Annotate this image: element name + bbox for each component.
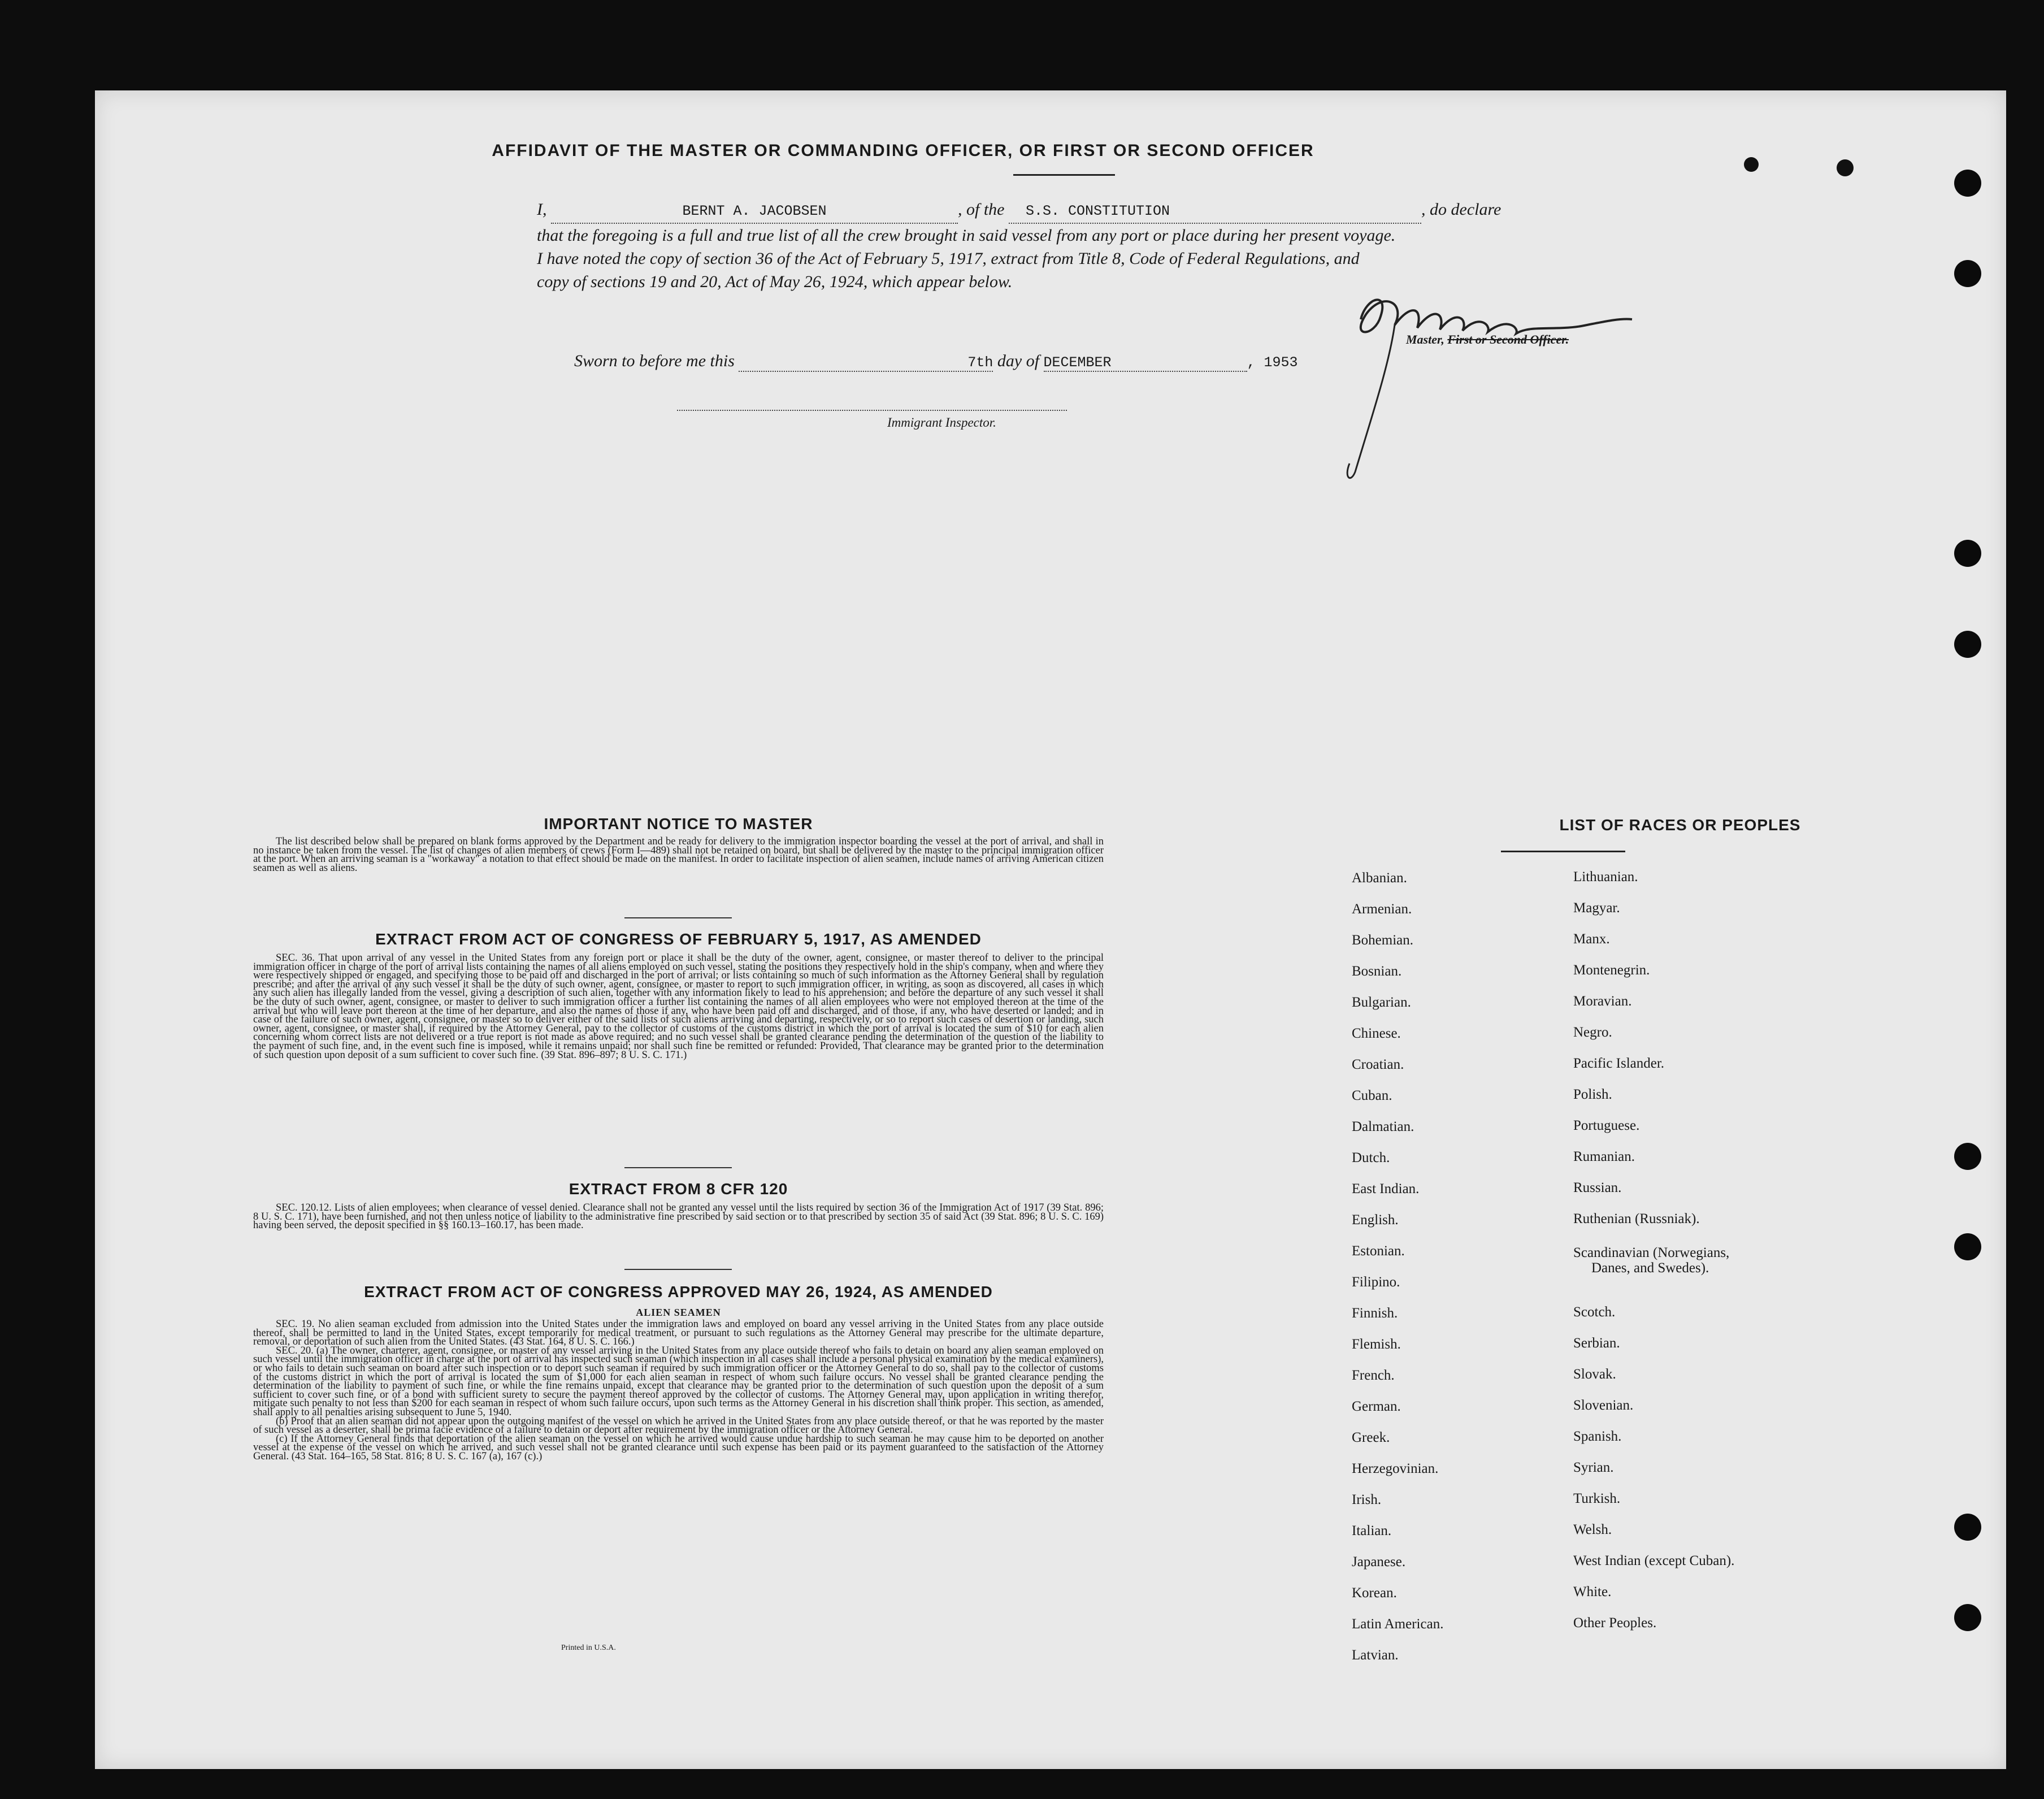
sec-20b-text: (b) Proof that an alien seaman did not appear upon the outgoing manifest of the vessel on which he arrived in the United States from any place outside thereof, or that he was reported by the master of such vessel as a deserter, shall be prima facie evidence of a failure to detain or deport after requirement by the immigration officer or the Attorney General. xyxy=(253,1415,1104,1436)
race-item: Ruthenian (Russniak). xyxy=(1573,1211,1700,1226)
race-item: French. xyxy=(1352,1368,1395,1383)
ink-spot xyxy=(1837,159,1854,176)
sec-19-text: SEC. 19. No alien seaman excluded from admission into the United States under the immigration laws and employed on board any vessel arriving in the United States from any place outside thereof, shall be permitted to land in the United States, except temporarily for medical treatment, or pursuant to such regulations as the Attorney General may prescribe for the ultimate departure, removal, or deportation of such alien from the United States. (43 Stat. 164, 8 U. S. C. 166.) xyxy=(253,1319,1104,1348)
vessel-field xyxy=(1009,198,1421,224)
race-item: Korean. xyxy=(1352,1585,1397,1601)
body-line-3: copy of sections 19 and 20, Act of May 26, 1924, which appear below. xyxy=(537,272,1013,291)
month-field xyxy=(1044,352,1247,372)
race-item: Irish. xyxy=(1352,1492,1382,1507)
of-the-label: , of the xyxy=(958,200,1005,219)
race-item: Bohemian. xyxy=(1352,933,1414,948)
race-item: West Indian (except Cuban). xyxy=(1573,1553,1735,1568)
punch-hole xyxy=(1954,1604,1981,1631)
race-item: Bosnian. xyxy=(1352,964,1402,979)
race-item: Scotch. xyxy=(1573,1304,1616,1320)
punch-hole xyxy=(1954,260,1981,287)
race-item: Japanese. xyxy=(1352,1554,1406,1570)
race-item: Manx. xyxy=(1573,931,1610,947)
race-item: Estonian. xyxy=(1352,1243,1405,1259)
race-item: Lithuanian. xyxy=(1573,869,1638,885)
race-item: Polish. xyxy=(1573,1087,1612,1102)
day-of-label: day of xyxy=(997,352,1040,370)
race-item: Slovak. xyxy=(1573,1367,1616,1382)
extract-1917-text: SEC. 36. That upon arrival of any vessel in the United States from any foreign port or place it shall be the duty of the owner, agent, consignee, or master thereof to deliver to the principal immigration officer in charge of the port of arrival lists containing the names of all aliens employed on such vessel, stating the positions they respectively hold in the ship's company, when and where they were respectively shipped or engaged, and specifying those to be paid off and discharged in the port of arrival; or lists containing so much of such information as the Attorney General shall by regulation prescribe; and after the arrival of any such vessel it shall be the duty of such owner, agent, consignee, or master to report to such immigration officer, in writing, as soon as discovered, all cases in which any such alien has illegally landed from the vessel, giving a description of such alien, together with any information likely to lead to his apprehension; and before the departure of any such vessel it shall be the duty of such owner, agent, consignee, or master to deliver to such immigration officer a further list containing the names of all alien employees who were not employed thereon at the time of the arrival but who will leave port thereon at the time of her departure, and also the names of those if any, who have been paid off and discharged, and of those, if any, who have deserted or landed; and in case of the failure of such owner, agent, consignee, or master so to deliver either of the said lists of such aliens arriving and departing, respectively, or so to report such cases of desertion or landing, such owner, agent, consignee, or master shall, if required by the Attorney General, pay to the collector of customs of the customs district in which the port of arrival is located the sum of $10 for each alien concerning whom correct lists are not delivered or a true report is not made as above required; and no such vessel shall be granted clearance pending the determination of the question of the liability to the payment of such fine, and, in the event such fine is imposed, while it remains unpaid; nor shall such fine be remitted or refunded: Provided, That clearance may be granted prior to the determination of such question upon deposit of a sum sufficient to cover such fine. (39 Stat. 896–897; 8 U. S. C. 171.) xyxy=(253,952,1104,1061)
day-field xyxy=(739,352,993,372)
race-item: Filipino. xyxy=(1352,1275,1400,1290)
race-item: Slovenian. xyxy=(1573,1398,1634,1413)
race-item: Turkish. xyxy=(1573,1491,1621,1506)
race-item: Albanian. xyxy=(1352,870,1407,886)
section-rule xyxy=(624,1269,732,1270)
race-item: Syrian. xyxy=(1573,1460,1614,1475)
race-item: Armenian. xyxy=(1352,901,1412,917)
master-name: BERNT A. JACOBSEN xyxy=(682,203,827,219)
punch-hole xyxy=(1954,1143,1981,1170)
form-page xyxy=(95,90,2006,1769)
race-item: Magyar. xyxy=(1573,900,1620,916)
ink-spot xyxy=(1744,157,1759,172)
race-item: Flemish. xyxy=(1352,1337,1401,1352)
race-item: Latin American. xyxy=(1352,1616,1444,1632)
alien-seamen-subheading: ALIEN SEAMEN xyxy=(636,1307,721,1318)
race-item: Montenegrin. xyxy=(1573,963,1650,978)
punch-hole xyxy=(1954,1514,1981,1541)
race-item: Pacific Islander. xyxy=(1573,1056,1665,1071)
race-item: Negro. xyxy=(1573,1025,1612,1040)
punch-hole xyxy=(1954,170,1981,197)
i-label: I, xyxy=(537,200,547,219)
races-rule xyxy=(1501,851,1625,852)
affidavit-body xyxy=(537,198,1695,293)
race-item: Chinese. xyxy=(1352,1026,1401,1041)
sworn-line xyxy=(574,352,1298,372)
extract-cfr-heading: EXTRACT FROM 8 CFR 120 xyxy=(568,1180,788,1198)
notice-text: The list described below shall be prepared on blank forms approved by the Department and be ready for delivery to the immigration inspector boarding the vessel at the port of arrival, and shall in no instance be taken from the vessel. The list of changes of alien members of crews (Form I—489) shall not be retained on board, but shall be delivered by the master to the principal immigration officer at the port. When an arriving seaman is a "workaway" a notation to that effect should be made on the manifest. In order to facilitate inspection of alien seamen, include names of arriving American citizen seamen as well as aliens. xyxy=(253,836,1104,874)
inspector-signature-line xyxy=(677,410,1067,411)
extract-1924-text xyxy=(253,1320,1104,1462)
sworn-label: Sworn to before me this xyxy=(574,352,735,370)
body-line-2: I have noted the copy of section 36 of the Act of February 5, 1917, extract from Title 8, Code of Federal Regulations, and xyxy=(537,249,1360,268)
vessel-name: S.S. CONSTITUTION xyxy=(1026,203,1170,219)
race-item: English. xyxy=(1352,1212,1399,1228)
race-item: Scandinavian (Norwegians, xyxy=(1573,1245,1730,1260)
master-title xyxy=(1406,332,1569,347)
printed-in-usa: Printed in U.S.A. xyxy=(561,1644,616,1652)
section-rule xyxy=(624,917,732,918)
races-heading: LIST OF RACES OR PEOPLES xyxy=(1559,816,1801,834)
race-item: Italian. xyxy=(1352,1523,1392,1538)
master-label: Master, xyxy=(1406,332,1444,346)
race-item-continued: Danes, and Swedes). xyxy=(1591,1260,1709,1276)
race-item: Greek. xyxy=(1352,1430,1390,1445)
race-item: Latvian. xyxy=(1352,1648,1399,1663)
declare-label: , do declare xyxy=(1421,200,1501,219)
punch-hole xyxy=(1954,631,1981,658)
notice-heading: IMPORTANT NOTICE TO MASTER xyxy=(544,815,813,833)
sworn-month: DECEMBER xyxy=(1043,354,1112,371)
race-item: Bulgarian. xyxy=(1352,995,1411,1010)
inspector-label: Immigrant Inspector. xyxy=(887,415,996,430)
race-item: Portuguese. xyxy=(1573,1118,1640,1133)
race-item: Rumanian. xyxy=(1573,1149,1635,1164)
race-item: Russian. xyxy=(1573,1180,1622,1195)
race-item: Herzegovinian. xyxy=(1352,1461,1439,1476)
struck-officer-title: First or Second Officer. xyxy=(1447,332,1569,346)
race-item: Cuban. xyxy=(1352,1088,1392,1103)
race-item: East Indian. xyxy=(1352,1181,1420,1197)
race-item: German. xyxy=(1352,1399,1401,1414)
extract-1917-heading: EXTRACT FROM ACT OF CONGRESS OF FEBRUARY 5, 1917, AS AMENDED xyxy=(375,930,982,948)
race-item: Dutch. xyxy=(1352,1150,1390,1165)
extract-cfr-text: SEC. 120.12. Lists of alien employees; when clearance of vessel denied. Clearance shall not be granted any vessel until the lists required by section 36 of the Immigration Act of 1917 (39 Stat. 896; 8 U. S. C. 171), have been furnished, and not then unless notice of liability to the administrative fine prescribed by said section or to that prescribed by section 35 of said Act (39 Stat. 896; 8 U. S. C. 169) having been served, the deposit specified in §§ 160.13–160.17, has been made. xyxy=(253,1202,1104,1232)
race-item: Spanish. xyxy=(1573,1429,1622,1444)
section-rule xyxy=(624,1167,732,1168)
affidavit-title: AFFIDAVIT OF THE MASTER OR COMMANDING OFFICER, OR FIRST OR SECOND OFFICER xyxy=(492,141,1314,160)
master-signature xyxy=(1327,285,1655,489)
punch-hole xyxy=(1954,540,1981,567)
race-item: Welsh. xyxy=(1573,1522,1612,1537)
title-rule xyxy=(1013,174,1115,176)
race-item: Serbian. xyxy=(1573,1336,1620,1351)
race-item: Croatian. xyxy=(1352,1057,1404,1072)
race-item: Moravian. xyxy=(1573,994,1632,1009)
sec-20a-text: SEC. 20. (a) The owner, charterer, agent, consignee, or master of any vessel arriving in the United States from any place outside thereof who fails to detain on board any alien seaman employed on such vessel until the immigration officer in charge at the port of arrival has inspected such seaman (which inspection in all cases shall include a personal physical examination by the medical examiners), or who fails to detain such seaman on board after such inspection or to deport such seaman if required by such immigration officer or the Attorney General to do so, shall pay to the collector of customs of the customs district in which the port of arrival is located the sum of $1,000 for each alien seaman in respect of whom such failure occurs. No vessel shall be granted clearance pending the determination of the liability to payment of such fine, or while the fine remains unpaid, except that clearance may be granted prior to the determination of such question upon the deposit of a sum sufficient to cover such fine, or of a bond with sufficient surety to secure the payment thereof approved by the collector of customs. The Attorney General may, upon application in writing therefor, mitigate such penalty to not less than $200 for each seaman in respect of whom such failure occurs, upon such terms as the Attorney General in his discretion shall think proper. This section, as amended, shall apply to all penalties arising subsequent to June 5, 1940. xyxy=(253,1345,1104,1418)
race-item: Finnish. xyxy=(1352,1306,1398,1321)
master-name-field xyxy=(551,198,958,224)
race-item: Other Peoples. xyxy=(1573,1615,1657,1631)
sworn-day: 7th xyxy=(967,354,993,371)
sworn-year: , 1953 xyxy=(1247,354,1298,371)
race-item: White. xyxy=(1573,1584,1612,1599)
sec-20c-text: (c) If the Attorney General finds that deportation of the alien seaman on the vessel on which he arrived would cause undue hardship to such seaman he may cause him to be deported on another vessel at the expense of the vessel on which he arrived, and such vessel shall not be granted clearance until such expense has been paid or its payment guaranteed to the satisfaction of the Attorney General. (43 Stat. 164–165, 58 Stat. 816; 8 U. S. C. 167 (a), 167 (c).) xyxy=(253,1433,1104,1462)
declaration-line xyxy=(537,198,1695,224)
body-line-1: that the foregoing is a full and true list of all the crew brought in said vessel from any port or place during her present voyage. xyxy=(537,226,1396,245)
punch-hole xyxy=(1954,1233,1981,1260)
extract-1924-heading: EXTRACT FROM ACT OF CONGRESS APPROVED MAY 26, 1924, AS AMENDED xyxy=(364,1283,993,1301)
race-item: Dalmatian. xyxy=(1352,1119,1414,1134)
